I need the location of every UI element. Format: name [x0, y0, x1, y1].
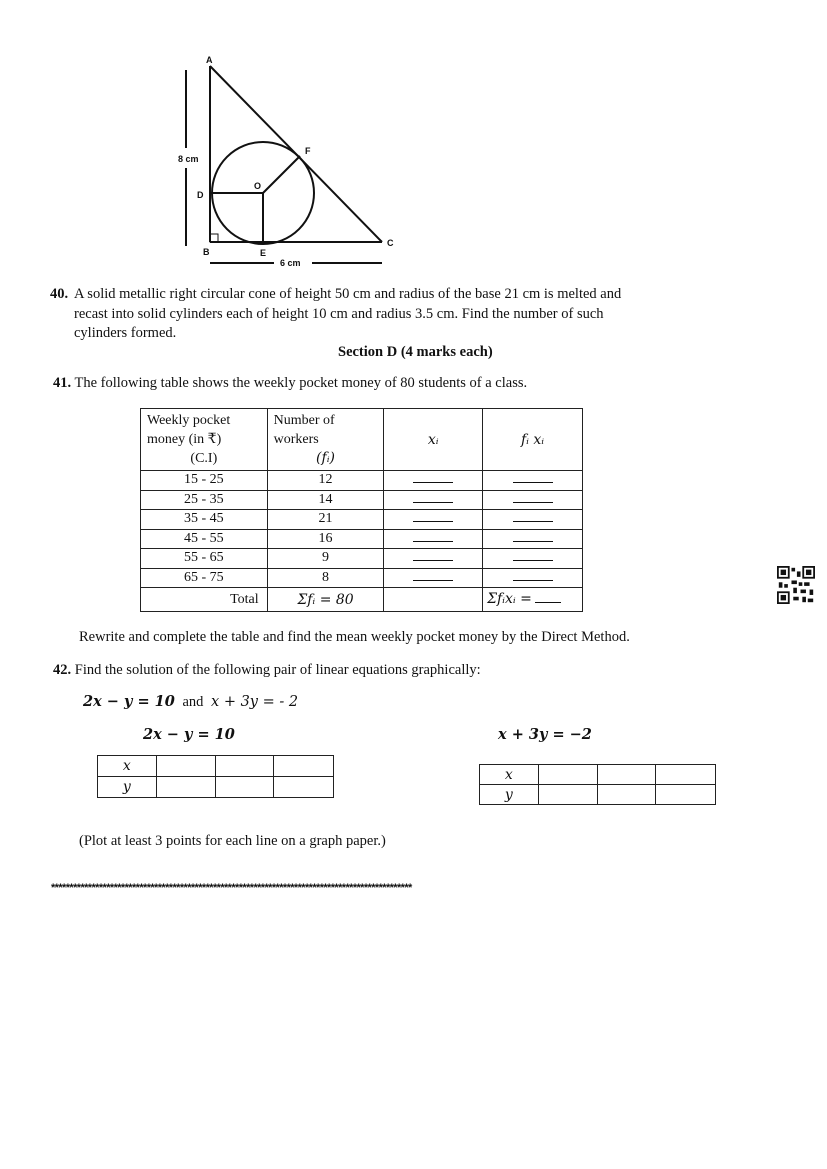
table-row: [141, 510, 583, 530]
total-label: Total: [141, 588, 268, 612]
row-label-x: x: [98, 756, 157, 777]
value-cell[interactable]: [215, 777, 274, 798]
fixi-blank[interactable]: [483, 529, 583, 549]
xi-blank[interactable]: [384, 568, 483, 588]
label-f: F: [305, 146, 311, 156]
section-heading: Section D (4 marks each): [338, 344, 493, 360]
header-fixi: fᵢ xᵢ: [483, 409, 583, 471]
question-42: [53, 661, 481, 681]
value-cell[interactable]: [597, 765, 656, 785]
value-cell[interactable]: [156, 756, 215, 777]
value-cell[interactable]: [538, 785, 597, 805]
xi-blank[interactable]: [384, 510, 483, 530]
label-b: B: [203, 247, 210, 257]
total-frequency: Σfᵢ = 80: [267, 588, 384, 612]
question-41-text: The following table shows the weekly pocket money of 80 students of a class.: [74, 375, 528, 391]
question-number: 41.: [53, 375, 72, 391]
ci-cell: 55 - 65: [141, 549, 268, 569]
section-divider: **************************************************************************************************: [51, 882, 412, 894]
label-e: E: [260, 248, 267, 258]
value-cell[interactable]: [156, 777, 215, 798]
qr-code-icon: [777, 566, 815, 604]
height-label: 8 cm: [178, 154, 199, 164]
value-cell[interactable]: [274, 756, 334, 777]
header-ci: Weekly pocket money (in ₹) (C.I): [141, 409, 268, 471]
xi-blank[interactable]: [384, 490, 483, 510]
question-number: 40.: [50, 286, 69, 302]
value-cell[interactable]: [538, 765, 597, 785]
value-cell[interactable]: [215, 756, 274, 777]
header-xi: xᵢ: [384, 409, 483, 471]
equation-pair: [83, 692, 298, 713]
table-2-title: x + 3y = −2: [498, 726, 592, 743]
fixi-blank[interactable]: [483, 510, 583, 530]
xi-blank[interactable]: [384, 471, 483, 491]
table-row: [480, 785, 716, 805]
f-cell: 8: [267, 568, 384, 588]
table-row: [98, 777, 334, 798]
question-41-instruction: Rewrite and complete the table and find the mean weekly pocket money by the Direct Method.: [79, 629, 630, 645]
xi-blank[interactable]: [384, 549, 483, 569]
value-cell[interactable]: [656, 765, 716, 785]
values-table-1: [97, 755, 334, 798]
and-word: and: [182, 694, 204, 710]
row-label-y: y: [98, 777, 157, 798]
table-row: [141, 568, 583, 588]
base-label: 6 cm: [280, 258, 301, 268]
f-cell: 12: [267, 471, 384, 491]
label-o: O: [254, 181, 262, 191]
question-42-text: Find the solution of the following pair of linear equations graphically:: [74, 662, 481, 678]
f-cell: 21: [267, 510, 384, 530]
table-row: [141, 529, 583, 549]
question-number: 42.: [53, 662, 72, 678]
table-row: [480, 765, 716, 785]
ci-cell: 25 - 35: [141, 490, 268, 510]
fixi-blank[interactable]: [483, 568, 583, 588]
fixi-blank[interactable]: [483, 471, 583, 491]
question-40-line-1: A solid metallic right circular cone of height 50 cm and radius of the base 21 cm is melted and: [74, 286, 622, 302]
ci-cell: 35 - 45: [141, 510, 268, 530]
total-xi-empty: [384, 588, 483, 612]
value-cell[interactable]: [597, 785, 656, 805]
equation-2: x + 3y = - 2: [211, 694, 299, 710]
table-total-row: [141, 588, 583, 612]
xi-blank[interactable]: [384, 529, 483, 549]
table-row: [98, 756, 334, 777]
triangle-circle-figure: [170, 50, 410, 270]
table-1-title: 2x − y = 10: [143, 726, 235, 743]
f-cell: 9: [267, 549, 384, 569]
question-41: [53, 374, 527, 394]
ci-cell: 65 - 75: [141, 568, 268, 588]
ci-cell: 15 - 25: [141, 471, 268, 491]
fixi-blank[interactable]: [483, 549, 583, 569]
value-cell[interactable]: [274, 777, 334, 798]
question-40-line-2: recast into solid cylinders each of height 10 cm and radius 3.5 cm. Find the number of such: [74, 305, 604, 322]
label-c: C: [387, 238, 394, 248]
graph-note: (Plot at least 3 points for each line on a graph paper.): [79, 833, 386, 849]
equation-1: 2x − y = 10: [83, 693, 175, 710]
fixi-blank[interactable]: [483, 490, 583, 510]
table-row: [141, 549, 583, 569]
row-label-y: y: [480, 785, 539, 805]
table-row: [141, 490, 583, 510]
table-header-row: [141, 409, 583, 471]
f-cell: 14: [267, 490, 384, 510]
header-frequency: Number of workers (fᵢ): [267, 409, 384, 471]
label-d: D: [197, 190, 204, 200]
label-a: A: [206, 55, 213, 65]
f-cell: 16: [267, 529, 384, 549]
ci-cell: 45 - 55: [141, 529, 268, 549]
values-table-2: [479, 764, 716, 805]
row-label-x: x: [480, 765, 539, 785]
value-cell[interactable]: [656, 785, 716, 805]
total-fixi[interactable]: Σfᵢxᵢ =: [483, 588, 583, 612]
question-40-line-3: cylinders formed.: [74, 325, 177, 341]
pocket-money-table: [140, 408, 583, 612]
table-row: [141, 471, 583, 491]
